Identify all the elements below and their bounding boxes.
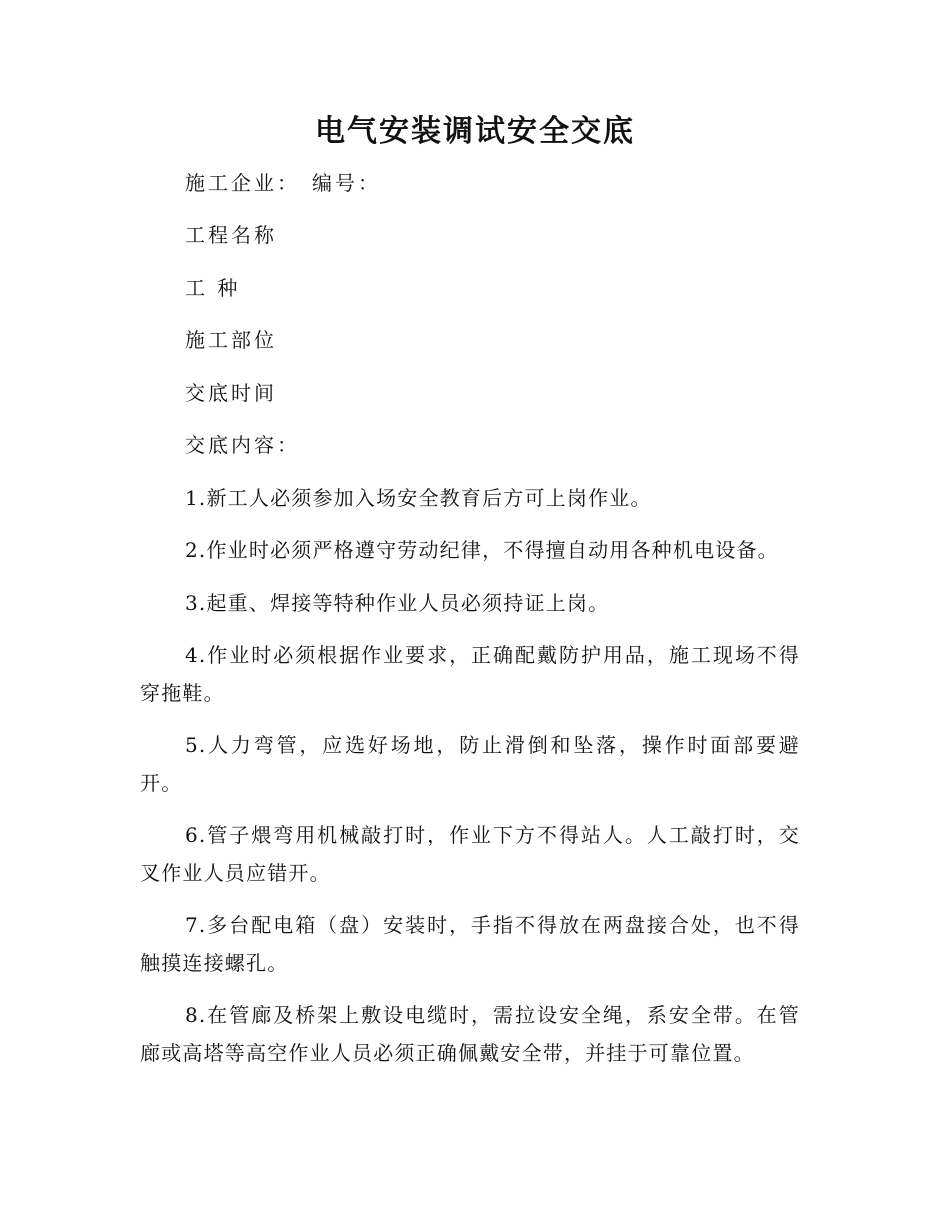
number-label: 编号： [312,171,381,195]
list-item: 5.人力弯管，应选好场地，防止滑倒和坠落，操作时面部要避开。 [140,733,800,795]
project-name-label: 工程名称 [185,223,277,247]
page-title: 电气安装调试安全交底 [315,114,635,149]
header-line [185,169,381,197]
trade-label: 工 种 [185,276,241,300]
list-item: 8.在管廊及桥架上敷设电缆时，需拉设安全绳，系安全带。在管廊或高塔等高空作业人员必须正确佩戴安全带，并挂于可靠位置。 [140,1003,800,1065]
list-item: 6.管子煨弯用机械敲打时，作业下方不得站人。人工敲打时，交叉作业人员应错开。 [140,823,800,885]
list-item: 7.多台配电箱（盘）安装时，手指不得放在两盘接合处，也不得触摸连接螺孔。 [140,913,800,975]
list-item: 4.作业时必须根据作业要求，正确配戴防护用品，施工现场不得穿拖鞋。 [140,643,800,705]
content-label: 交底内容： [185,433,300,457]
time-label: 交底时间 [185,381,277,405]
location-label: 施工部位 [185,328,277,352]
list-item: 2.作业时必须严格遵守劳动纪律，不得擅自动用各种机电设备。 [185,538,779,562]
enterprise-label: 施工企业： [185,171,300,195]
list-item: 3.起重、焊接等特种作业人员必须持证上岗。 [185,591,610,615]
list-item: 1.新工人必须参加入场安全教育后方可上岗作业。 [185,486,652,510]
